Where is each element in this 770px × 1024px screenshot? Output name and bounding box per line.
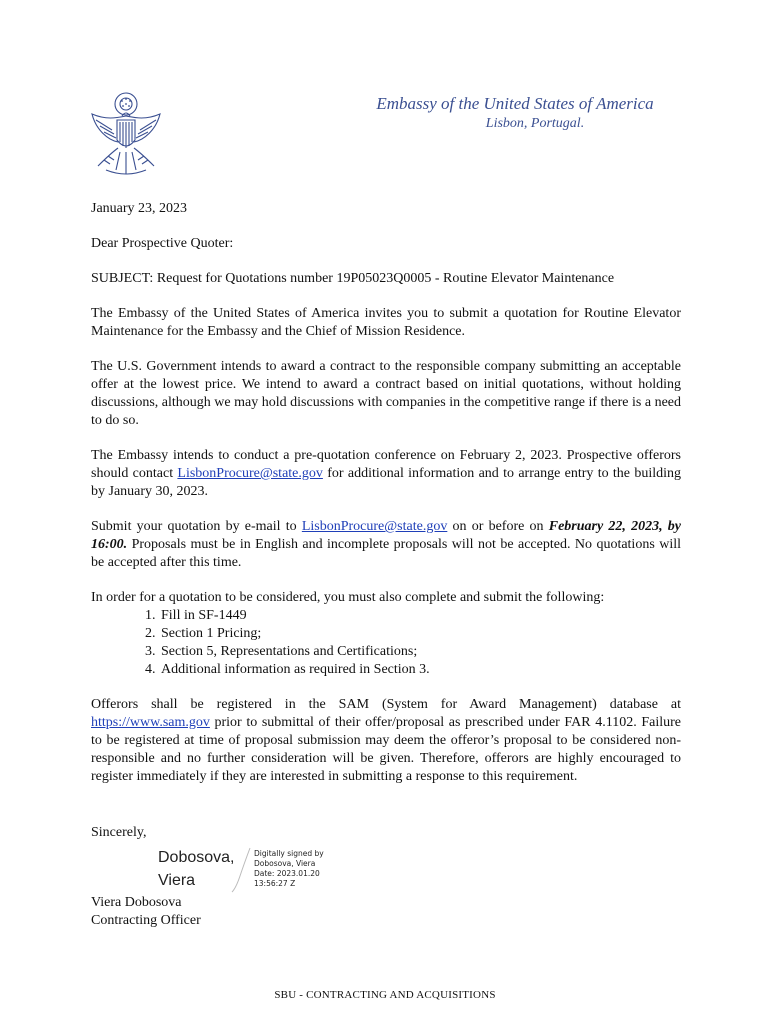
paragraph-award-basis: The U.S. Government intends to award a contract to the responsible company submitting an acceptable offer at the lowest price. We intend to award a contract based on initial quotations, without holding discussions, although we may hold discussions with companies in the competitive range if there is a need to do so.	[91, 359, 681, 428]
signatory-block	[91, 894, 201, 930]
sam-text-after: prior to submittal of their offer/proposal as prescribed under FAR 4.1102. Failure to be registered at time of proposal submission may deem the offeror’s proposal to be considered non-responsible and no further consideration will be given. Therefore, offerors are highly encouraged to register immediately if they are interested in submitting a response to this requirement.	[91, 715, 681, 784]
letterhead-title: Embassy of the United States of America	[376, 94, 654, 113]
signature-meta-line3: Date: 2023.01.20	[254, 869, 320, 878]
list-item: 1. Fill in SF-1449	[159, 607, 681, 625]
subject-line: SUBJECT: Request for Quotations number 19P05023Q0005 - Routine Elevator Maintenance	[91, 271, 615, 286]
conference-text-before: The Embassy intends to conduct a pre-quotation conference on February 2, 2023. Prospective offerors should contact	[91, 448, 681, 481]
list-item: 4. Additional information as required in Section 3.	[159, 661, 681, 679]
signature-meta-line4: 13:56:27 Z	[254, 879, 296, 888]
letter-body	[91, 200, 681, 786]
digital-signature-name	[158, 846, 235, 892]
submission-deadline: February 22, 2023, by 16:00.	[91, 519, 681, 552]
digital-signature-details	[254, 849, 324, 889]
signature-name-line1: Dobosova,	[158, 849, 235, 866]
paragraph-conference	[91, 447, 681, 501]
signature-stroke-icon	[230, 846, 254, 894]
submission-text-before: Submit your quotation by e-mail to	[91, 519, 302, 534]
letterhead-location: Lisbon, Portugal.	[485, 116, 585, 131]
sam-website-link[interactable]: https://www.sam.gov	[91, 715, 210, 730]
conference-text-after: for additional information and to arrange entry to the building by January 30, 2023.	[91, 466, 681, 499]
submission-email-link[interactable]: LisbonProcure@state.gov	[301, 519, 448, 534]
closing: Sincerely,	[91, 825, 147, 840]
procurement-email-link[interactable]: LisbonProcure@state.gov	[177, 466, 323, 481]
paragraph-submission	[91, 518, 681, 572]
signatory-title: Contracting Officer	[91, 913, 201, 928]
signature-meta-line1: Digitally signed by	[254, 849, 324, 858]
submission-text-middle: on or before on	[447, 519, 549, 534]
list-item: 2. Section 1 Pricing;	[159, 625, 681, 643]
requirements-intro: In order for a quotation to be considered, you must also complete and submit the following:	[91, 590, 605, 605]
requirements-list	[91, 607, 681, 679]
paragraph-sam-registration	[91, 696, 681, 786]
letter-date: January 23, 2023	[91, 201, 188, 216]
sam-text-before: Offerors shall be registered in the SAM (System for Award Management) database at	[91, 697, 681, 712]
signatory-name: Viera Dobosova	[91, 895, 182, 910]
signature-name-line2: Viera	[158, 872, 196, 889]
list-item: 3. Section 5, Representations and Certifications;	[159, 643, 681, 661]
signature-meta-line2: Dobosova, Viera	[254, 859, 316, 868]
salutation: Dear Prospective Quoter:	[91, 236, 234, 251]
submission-text-after: Proposals must be in English and incomplete proposals will not be accepted. No quotations will be accepted after this time.	[91, 537, 681, 570]
letterhead	[300, 93, 690, 133]
paragraph-invitation: The Embassy of the United States of America invites you to submit a quotation for Routine Elevator Maintenance for the Embassy and the Chief of Mission Residence.	[91, 306, 681, 339]
great-seal-icon	[86, 90, 166, 180]
page-footer: SBU - CONTRACTING AND ACQUISITIONS	[274, 989, 496, 1001]
